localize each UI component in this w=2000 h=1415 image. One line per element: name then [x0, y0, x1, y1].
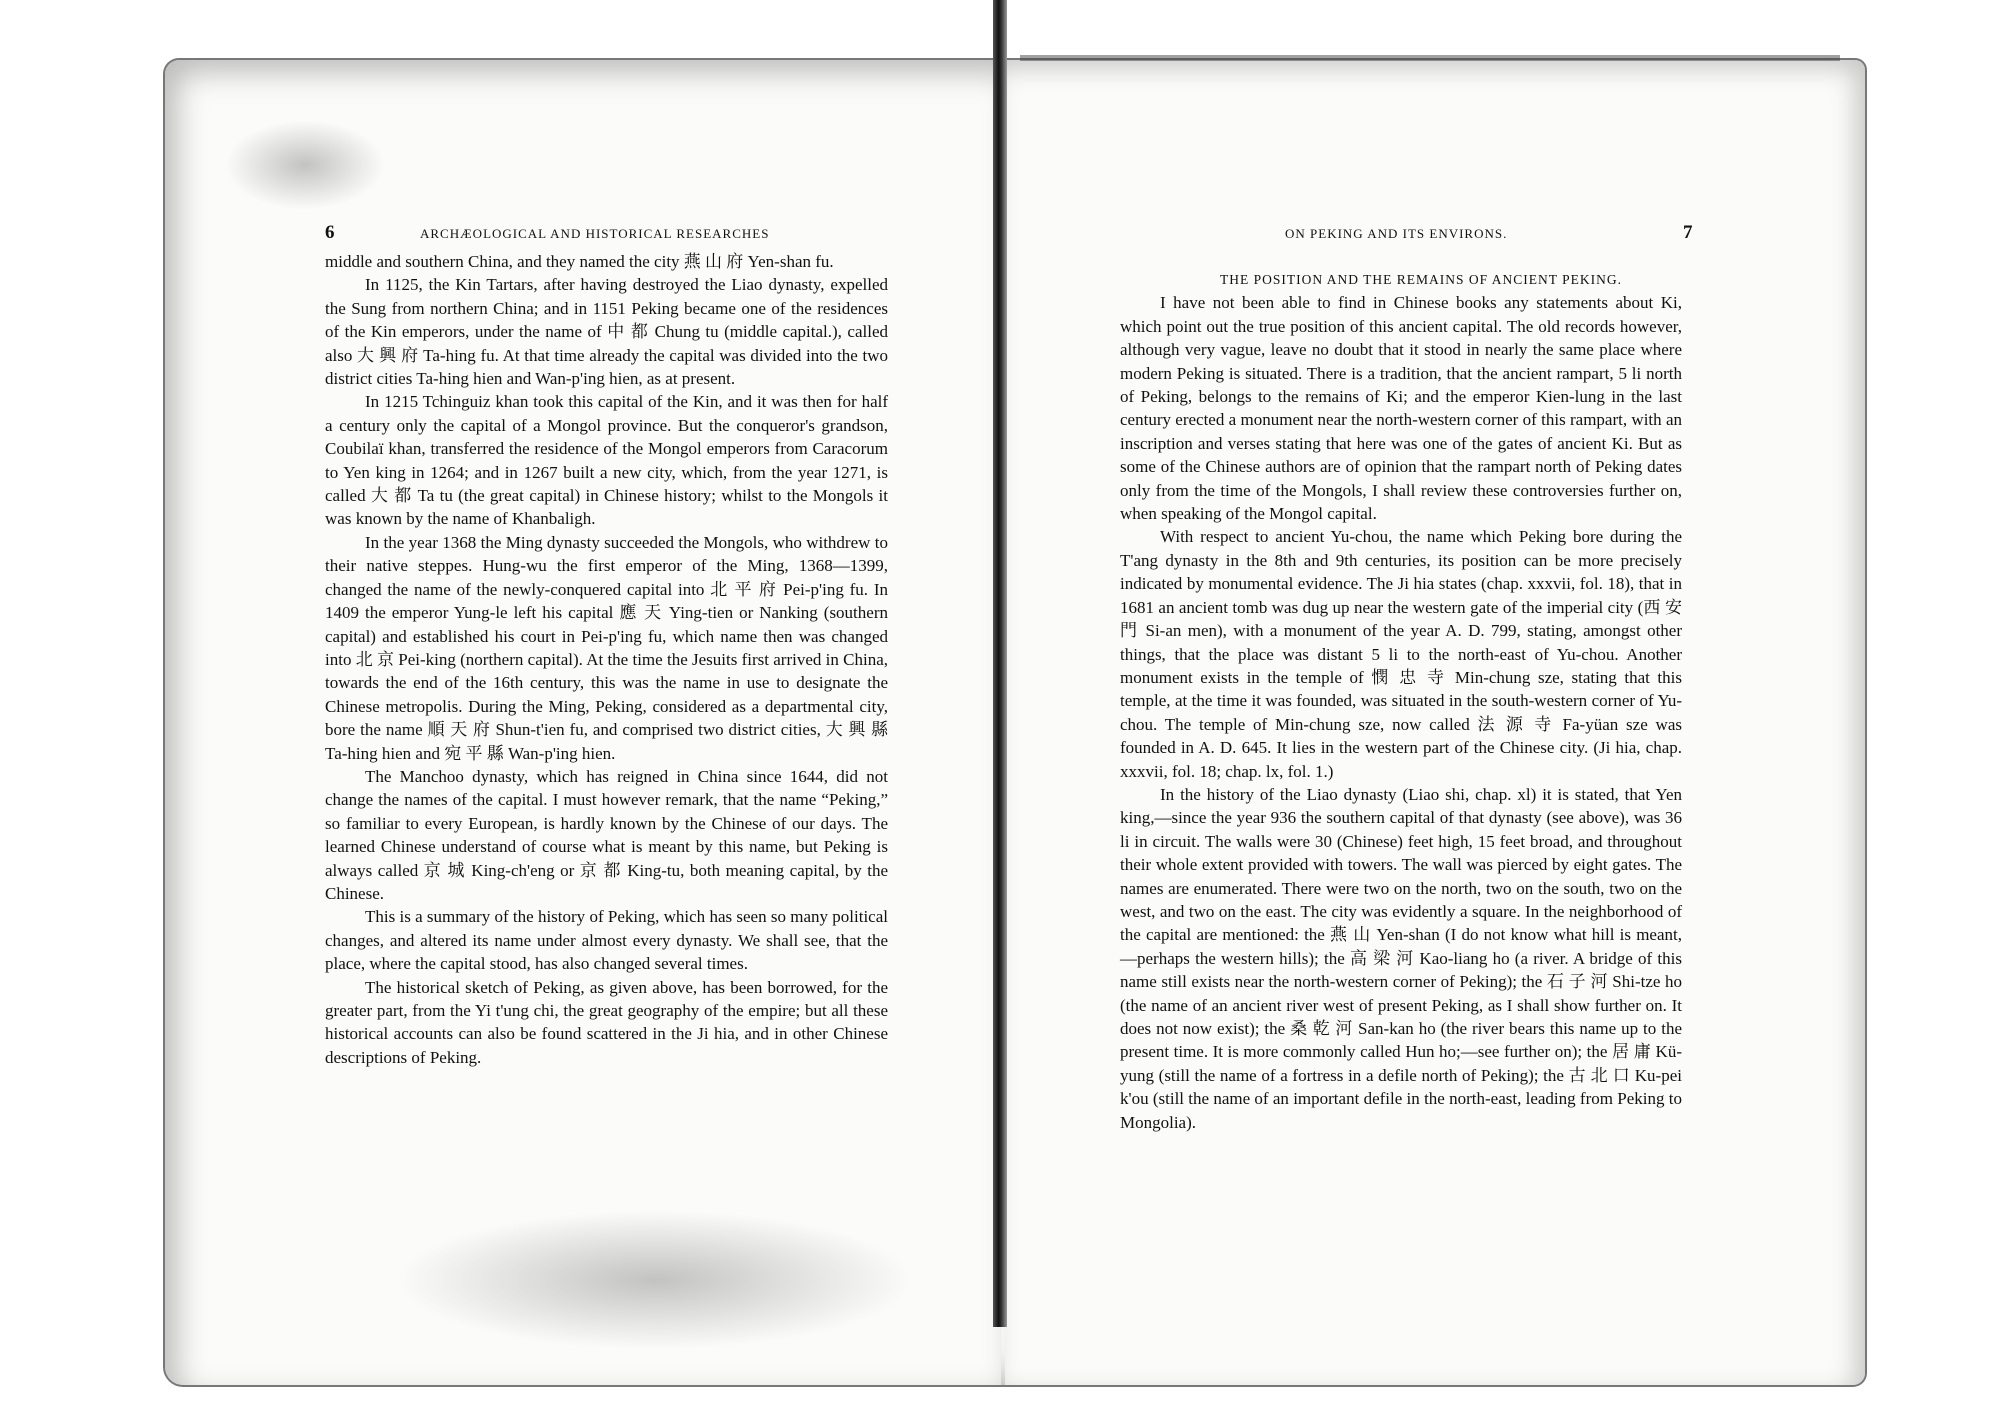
paragraph: I have not been able to find in Chinese books any statements about Ki, which point out the true position of this ancient capital. The old records however, although very vague, leave no doubt that it stood in nearly the same place where modern Peking is situated. There is a tradition, that the ancient rampart, 5 li north of Peking, belongs to the remains of Ki; and the emperor Kien-lung in the last century erected a monument near the north-western corner of this rampart, with an inscription and verses stating that here was one of the gates of ancient Ki. But as some of the Chinese authors are of opinion that the rampart north of Peking dates only from the time of the Mongols, I shall review these controversies further on, when speaking of the Mongol capital. — [1120, 293, 1682, 524]
paragraph: In 1125, the Kin Tartars, after having destroyed the Liao dynasty, expelled the Sung from northern China; and in 1151 Peking became one of the residences of the Kin emperors, under the name of 中 都 Chung tu (middle capital.), called also 大 興 府 Ta-hing fu. At that time already the capital was divided into the two district cities Ta-hing hien and Wan-p'ing hien, as at present. — [325, 275, 888, 389]
paragraph: In the history of the Liao dynasty (Liao shi, chap. xl) it is stated, that Yen king,—since the year 936 the southern capital of that dynasty (see above), was 36 li in circuit. The walls were 30 (Chinese) feet high, 15 feet broad, and throughout their whole extent provided with towers. The wall was pierced by eight gates. The names are enumerated. There were two on the north, two on the south, two on the west, and two on the east. The city was evidently a square. In the neighborhood of the capital are mentioned: the 燕 山 Yen-shan (I do not know what hill is meant,—perhaps the western hills); the 高 梁 河 Kao-liang ho (a river. A bridge of this name still exists near the north-western corner of Peking); the 石 子 河 Shi-tze ho (the name of an ancient river west of present Peking, as I shall show further on. It does not now exist); the 桑 乾 河 San-kan ho (the river bears this name up to the present time. It is more commonly called Hun ho;—see further on); the 居 庸 Kü-yung (still the name of a fortress in a defile north of Peking); the 古 北 口 Ku-pei k'ou (still the name of an important defile in the north-east, leading from Peking to Mongolia). — [1120, 784, 1682, 1132]
running-head: ON PEKING AND ITS ENVIRONS. — [1285, 226, 1508, 241]
body-text — [325, 250, 888, 1069]
paragraph: The historical sketch of Peking, as given above, has been borrowed, for the greater part, from the Yi t'ung chi, the great geography of the empire; but all these historical accounts can also be found scattered in the Ji hia, and in other Chinese descriptions of Peking. — [325, 977, 888, 1067]
page-number: 7 — [1683, 222, 1693, 243]
running-head: ARCHÆOLOGICAL AND HISTORICAL RESEARCHES — [420, 226, 770, 241]
page-number: 6 — [325, 222, 335, 243]
section-heading: THE POSITION AND THE REMAINS OF ANCIENT PEKING. — [1219, 272, 1622, 287]
page-stain — [395, 1210, 915, 1350]
paragraph: middle and southern China, and they named the city 燕 山 府 Yen-shan fu. — [325, 252, 834, 271]
paragraph: This is a summary of the history of Peking, which has seen so many political changes, and altered its name under almost every dynasty. We shall see, that the place, where the capital stood, has also changed several times. — [325, 907, 888, 974]
paragraph: In 1215 Tchinguiz khan took this capital of the Kin, and it was then for half a century only the capital of a Mongol province. But the conqueror's grandson, Coubilaï khan, transferred the residence of the Mongol emperors from Caracorum to Yen king in 1264; and in 1267 built a new city, which, from the year 1271, is called 大 都 Ta tu (the great capital) in Chinese history; whilst to the Mongols it was known by the name of Khanbaligh. — [325, 392, 888, 529]
book-gutter — [993, 0, 1007, 1327]
page-edge — [1020, 55, 1840, 61]
body-text — [1120, 268, 1682, 1134]
page-stain — [225, 120, 385, 210]
paragraph: In the year 1368 the Ming dynasty succeeded the Mongols, who withdrew to their native steppes. Hung-wu the first emperor of the Ming, 1368—1399, changed the name of the newly-conquered capital into 北 平 府 Pei-p'ing fu. In 1409 the emperor Yung-le left his capital 應 天 Ying-tien or Nanking (southern capital) and established his court in Pei-p'ing fu, which name then was changed into 北 京 Pei-king (northern capital). At the time the Jesuits first arrived in China, towards the end of the 16th century, this was the name in use to designate the Chinese metropolis. During the Ming, Peking, considered as a departmental city, bore the name 順 天 府 Shun-t'ien fu, and comprised two district cities, 大 興 縣 Ta-hing hien and 宛 平 縣 Wan-p'ing hien. — [325, 532, 888, 763]
paragraph: The Manchoo dynasty, which has reigned in China since 1644, did not change the names of the capital. I must however remark, that the name “Peking,” so familiar to every European, is hardly known by the Chinese of our days. The learned Chinese understand of course what is meant by this name, but Peking is always called 京 城 King-ch'eng or 京 都 King-tu, both meaning capital, by the Chinese. — [325, 766, 888, 903]
paragraph: With respect to ancient Yu-chou, the name which Peking bore during the T'ang dynasty in the 8th and 9th centuries, its position can be more precisely indicated by monumental evidence. The Ji hia states (chap. xxxvii, fol. 18), that in 1681 an ancient tomb was dug up near the western gate of the imperial city (西 安 門 Si-an men), with a monument of the year A. D. 799, stating, amongst other things, that the place was distant 5 li to the north-east of Yu-chou. Another monument exists in the temple of 憫 忠 寺 Min-chung sze, stating that this temple, at the time it was founded, was situated in the south-western corner of Yu-chou. The temple of Min-chung sze, now called 法 源 寺 Fa-yüan sze was founded in A. D. 645. It lies in the western part of the Chinese city. (Ji hia, chap. xxxvii, fol. 18; chap. lx, fol. 1.) — [1120, 527, 1682, 781]
